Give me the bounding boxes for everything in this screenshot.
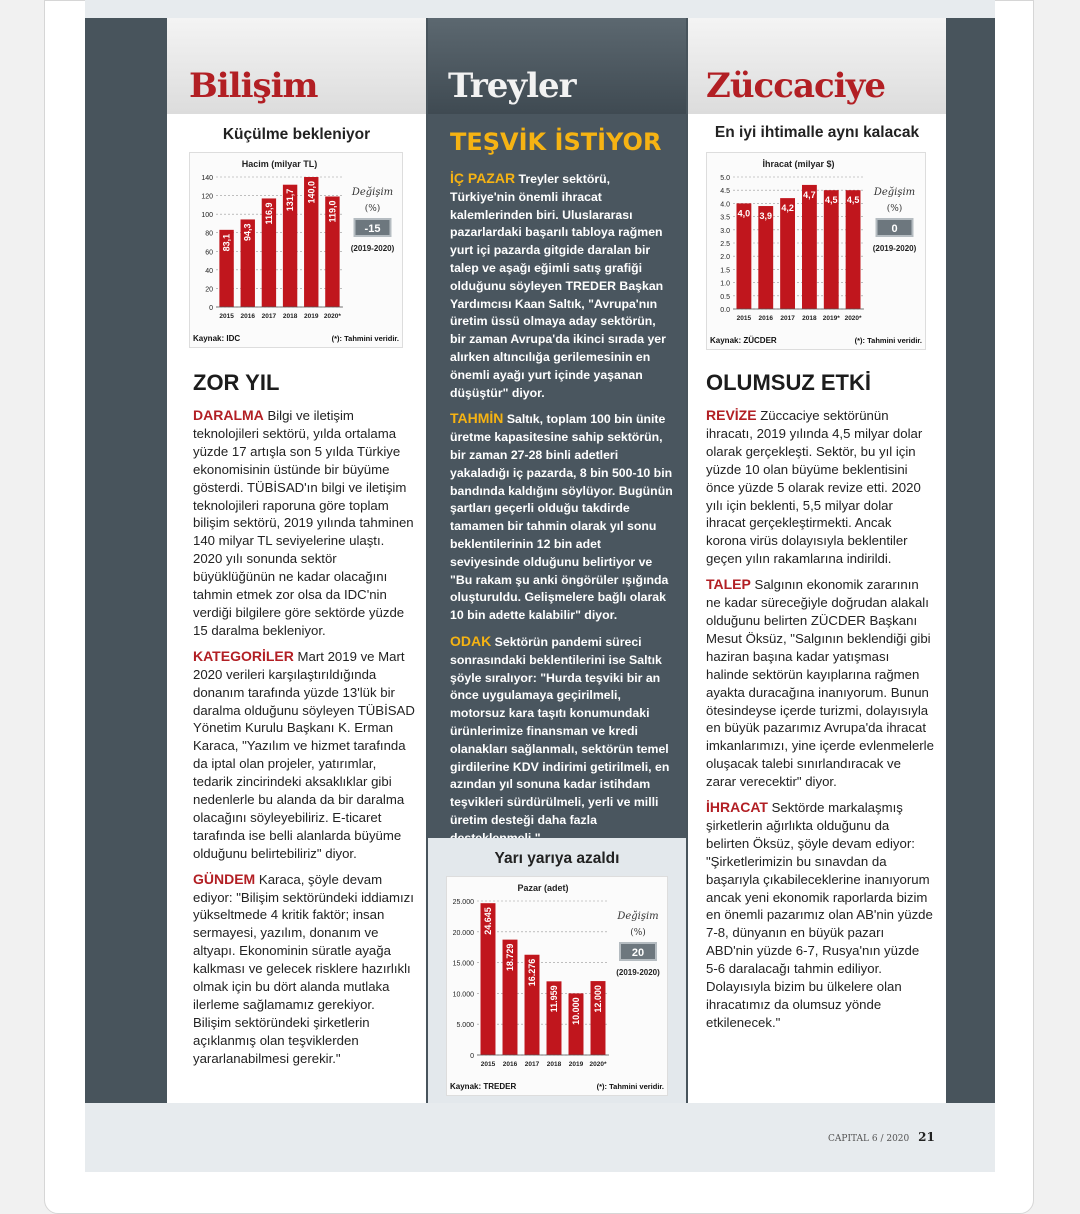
y-tick-label: 15.000 xyxy=(452,960,474,968)
y-tick-label: 20 xyxy=(205,286,213,294)
data-label: 3,9 xyxy=(759,211,773,222)
data-label: 116,9 xyxy=(263,202,274,225)
data-label: 83,1 xyxy=(221,233,232,252)
y-tick-label: 4.5 xyxy=(720,188,730,196)
bar xyxy=(824,190,839,309)
y-tick-label: 5.000 xyxy=(456,1022,474,1030)
change-unit: (%) xyxy=(630,928,646,938)
run-in-head: REVİZE xyxy=(706,407,757,423)
run-in-head: GÜNDEM xyxy=(193,870,256,887)
y-tick-label: 1.5 xyxy=(720,267,730,275)
chart-svg xyxy=(447,877,667,1095)
paragraph xyxy=(193,407,415,640)
bar-chart-hacim xyxy=(189,152,403,348)
chart-source: Kaynak: TREDER xyxy=(450,1082,517,1091)
paragraph-text: Mart 2019 ve Mart 2020 verileri karşılaştırıldığında donanım tarafında yüzde 13'lük bir daralma olduğunu söyleyen TÜBİSAD Yönetim Kurulu Başkanı K. Erman Karaca, "Yazılım ve hizmet tarafında da iptal olan projeler, yatırımlar, tedarik zincirindeki aksaklıklar gibi nedenlerle bu alanda da bir daralma olacağını söyleyebiliriz. E-ticaret tarafında ise belli alanlarda büyüme olduğunu belirtebiliriz" diyor. xyxy=(193,648,415,861)
y-tick-label: 10.000 xyxy=(452,991,474,999)
article-body xyxy=(706,407,934,1032)
data-label: 94,3 xyxy=(242,223,253,241)
paragraph xyxy=(706,799,934,1032)
change-label: Değişim xyxy=(617,911,659,922)
chart-title: Küçülme bekleniyor xyxy=(222,126,371,143)
paragraph xyxy=(706,576,934,791)
top-strip xyxy=(85,0,995,18)
bar xyxy=(780,198,795,309)
y-tick-label: 0.0 xyxy=(720,307,730,314)
change-value: -15 xyxy=(364,223,381,235)
chart-svg xyxy=(707,153,925,349)
x-tick-label: 2020* xyxy=(323,313,341,320)
section-title: Treyler xyxy=(448,66,576,106)
run-in-head: İÇ PAZAR xyxy=(450,170,516,186)
y-tick-label: 5.0 xyxy=(720,175,730,182)
chart-source: Kaynak: ZÜCDER xyxy=(710,336,777,345)
data-label: 18.729 xyxy=(505,943,515,972)
run-in-head: TAHMİN xyxy=(450,410,504,427)
data-label: 11.959 xyxy=(549,985,559,1013)
data-label: 24.645 xyxy=(483,907,493,935)
subhead: ZOR YIL xyxy=(193,370,280,395)
bar xyxy=(802,185,817,309)
article-body xyxy=(450,170,674,847)
subhead: TEŞVİK İSTİYOR xyxy=(450,128,662,156)
x-tick-label: 2019 xyxy=(304,313,319,320)
y-tick-label: 25.000 xyxy=(452,899,474,906)
run-in-head: İHRACAT xyxy=(706,799,768,816)
bar-chart-ihracat xyxy=(706,152,926,350)
change-unit: (%) xyxy=(886,204,903,214)
magazine-name: CAPITAL xyxy=(828,1134,869,1144)
x-tick-label: 2016 xyxy=(502,1061,518,1068)
data-label: 119,0 xyxy=(327,200,338,223)
x-tick-label: 2020* xyxy=(844,315,862,322)
series-label: İhracat (milyar $) xyxy=(762,159,835,169)
x-tick-label: 2020* xyxy=(589,1061,607,1068)
paragraph xyxy=(193,871,415,1068)
change-label: Değişim xyxy=(351,187,394,198)
chart-source: Kaynak: IDC xyxy=(193,334,241,343)
paragraph-text: Sektörde markalaşmış şirketlerin ağırlıkta olduğunu da belirten Öksüz, şöyle devam ediyor: "Şirketlerimizin bu sınavdan da başarıyla çıkabileceklerine inanıyorum ancak yeni ekonomik raporlarda bizim en önemli pazarımız olan AB'nin yüzde 7-8, dünyanın en büyük pazarı ABD'nin yüzde 6-7, Rusya'nın yüzde 5-6 daralacağı tahmin ediliyor. Dolayısıyla bizim bu ülkelere olan ihracatımız da olumsuz yönde etkilenecek." xyxy=(706,800,933,1030)
y-tick-label: 2.5 xyxy=(720,241,730,248)
chart-title: En iyi ihtimalle aynı kalacak xyxy=(714,124,920,141)
chart-box xyxy=(428,838,686,1103)
data-label: 131,7 xyxy=(285,188,296,212)
x-tick-label: 2017 xyxy=(261,313,277,320)
data-label: 4,7 xyxy=(803,189,816,200)
chart-footnote: (*): Tahmini veridir. xyxy=(331,334,399,343)
y-tick-label: 3.5 xyxy=(720,214,730,222)
chart-box xyxy=(688,114,946,354)
subhead: OLUMSUZ ETKİ xyxy=(706,370,871,395)
paragraph-text: Züccaciye sektörünün ihracatı, 2019 yılında 4,5 milyar dolar olarak gerçekleşti. Sektör, bu yıl için yüzde 10 olan büyüme beklentisini önce yüzde 5 olarak revize etti. 2020 yılı için beklenti, 5,5 milyar dolar ihracat gerçekleştirmekti. Ancak korona virüs dolayısıyla beklentiler geçen yılın rakamlarına indirildi. xyxy=(706,408,923,567)
y-tick-label: 60 xyxy=(205,249,213,257)
change-period: (2019-2020) xyxy=(616,968,660,977)
data-label: 12.000 xyxy=(593,985,603,1013)
chart-title: Yarı yarıya azaldı xyxy=(494,850,620,867)
bar xyxy=(846,190,861,309)
x-tick-label: 2019* xyxy=(822,315,840,322)
bar xyxy=(758,206,773,309)
run-in-head: ODAK xyxy=(450,632,492,649)
change-value: 0 xyxy=(891,223,898,235)
x-tick-label: 2017 xyxy=(780,315,795,322)
y-tick-label: 80 xyxy=(205,230,213,238)
x-tick-label: 2019 xyxy=(568,1061,584,1068)
y-tick-label: 3.0 xyxy=(720,227,730,235)
paragraph xyxy=(450,410,674,625)
chart-footnote: (*): Tahmini veridir. xyxy=(596,1082,664,1091)
paragraph-text: Saltık, toplam 100 bin ünite üretme kapasitesine sahip sektörün, bir zaman 27-28 binli adetleri yakaladığı iç pazarda, 8 bin 500-10 bin bandında kaldığını söylüyor. Bugünün şartları geçerli olduğu takdirde tamamen bir tahmin olarak yıl sonu beklentilerinin 12 bin adet seviyesinde olduğunu belirtiyor ve "Bu rakam şu anki öngörüler ışığında oluşturuldu. Gelişmelere bağlı olarak 10 bin adette kalabilir" diyor. xyxy=(450,412,673,623)
paragraph xyxy=(450,170,674,402)
column-header xyxy=(167,18,426,114)
data-label: 4,2 xyxy=(781,203,794,214)
change-unit: (%) xyxy=(364,204,381,214)
change-period: (2019-2020) xyxy=(872,244,917,253)
x-tick-label: 2017 xyxy=(524,1061,540,1068)
y-tick-label: 1.0 xyxy=(720,280,730,288)
y-tick-label: 140 xyxy=(201,175,213,182)
x-tick-label: 2016 xyxy=(758,315,773,322)
run-in-head: TALEP xyxy=(706,576,751,593)
data-label: 140,0 xyxy=(306,181,317,204)
y-tick-label: 0.5 xyxy=(720,293,730,301)
data-label: 4,5 xyxy=(846,195,860,206)
data-label: 4,5 xyxy=(824,195,838,206)
paragraph-text: Sektörün pandemi süreci sonrasındaki beklentilerini ise Saltık şöyle sıralıyor: "Hurda teşviki bir an önce uygulamaya geçirilmeli, motorsuz kara taşıtı konumundaki ürünlerimize finansman ve kredi olanakları sağlanmalı, sektörün temel girdilerine KDV indirimi getirilmeli, en azından yıl sonuna kadar istihdam teşvikleri sürdürülmeli, yerli ve milli üretim desteği daha fazla xyxy=(450,634,670,827)
paragraph xyxy=(706,407,934,568)
paragraph-text: Treyler sektörü, Türkiye'nin önemli ihracat kalemlerinden biri. Uluslararası pazarlardaki başarılı tabloya rağmen yurt içi pazarda gitgide daralan bir talep ve aşağı eğimli satış grafiği olduğunu söyleyen TREDER Başkan Yardımcısı Kaan Saltık, "Avrupa'nın üretim üssü olmaya aday sektörün, bir zaman Avrupa'da ikinci sırada yer alırken altıncılığa gerilemesinin en önemli ayağı yurt içinde yaşanan düşüştür" diyor. xyxy=(450,172,666,400)
bar xyxy=(736,203,751,309)
change-label: Değişim xyxy=(873,187,916,198)
y-tick-label: 2.0 xyxy=(720,254,730,262)
x-tick-label: 2018 xyxy=(546,1061,562,1068)
column-zuccaciye xyxy=(688,18,946,1103)
article-body xyxy=(193,407,415,1068)
y-tick-label: 0 xyxy=(470,1053,474,1060)
chart-svg xyxy=(190,153,402,347)
chart-footnote: (*): Tahmini veridir. xyxy=(854,336,922,345)
column-treyler xyxy=(428,18,686,1103)
x-tick-label: 2015 xyxy=(736,315,752,322)
paragraph xyxy=(450,633,674,848)
y-tick-label: 120 xyxy=(201,193,213,201)
x-tick-label: 2018 xyxy=(802,315,817,322)
run-in-head: DARALMA xyxy=(193,407,264,423)
y-tick-label: 20.000 xyxy=(452,929,474,937)
y-tick-label: 4.0 xyxy=(720,201,730,209)
change-value: 20 xyxy=(631,947,645,959)
section-title: Züccaciye xyxy=(706,66,885,106)
y-tick-label: 0 xyxy=(209,305,213,312)
page-footer xyxy=(828,1130,935,1144)
data-label: 4,0 xyxy=(737,208,751,219)
series-label: Pazar (adet) xyxy=(517,883,569,893)
series-label: Hacim (milyar TL) xyxy=(241,159,318,169)
paragraph-text: Bilgi ve iletişim teknolojileri sektörü, yılda ortalama yüzde 17 artışla son 5 yılda Türkiye ekonomisinin üstünde bir büyüme gösterdi. TÜBİSAD'ın bilgi ve iletişim teknolojileri raporuna göre toplam bilişim sektörü, 2019 yılında tahminen 140 milyar TL seviyelerine ulaştı. 2020 yılı sonunda sektör büyüklüğünün ne kadar olacağını tahmin etmek zor olsa da IDC'nin verdiği bilgilere göre sektörde yüzde 15 daralma bekleniyor. xyxy=(193,408,414,638)
page-number: 21 xyxy=(918,1130,935,1144)
run-in-head: KATEGORİLER xyxy=(193,647,294,664)
y-tick-label: 100 xyxy=(201,212,213,220)
x-tick-label: 2018 xyxy=(282,313,298,320)
change-period: (2019-2020) xyxy=(350,244,395,253)
paragraph-text: Karaca, şöyle devam ediyor: "Bilişim sektöründeki iddiamızı yükseltmede 4 kritik faktör; insan sermayesi, yazılım, donanım ve altyapı. Ekonominin süratle ayağa kalkması ve gelecek risklere hazırlıklı olmak için bu dört alanda mutlaka ilerleme sağlamamız gerekiyor. Bilişim sektöründeki şirketlerin açıklanmış olan teşviklerden yararlanabilmesi gerekir." xyxy=(193,871,414,1066)
y-tick-label: 40 xyxy=(205,267,213,275)
section-title: Bilişim xyxy=(189,66,318,106)
x-tick-label: 2016 xyxy=(240,313,255,320)
paragraph-text: Salgının ekonomik zararının ne kadar süreceğiyle doğrudan alakalı olduğunu belirten ZÜCDER Başkanı Mesut Öksüz, "Salgının beklendiği gibi haziran başına kadar yatışması halinde sektörün kayıplarına rağmen ayakta duracağına inanıyorum. Bunun ötesindeyse içerde turizmi, dolayısıyla en büyük pazarımız Avrupa'da ihracat imkanlarımızı, yine içerde evlenmelerle oluşacak talebi sınırlandıracak ve zarar verecektir" diyor. xyxy=(706,577,934,790)
data-label: 10.000 xyxy=(571,997,581,1025)
column-bilisim xyxy=(167,18,426,1103)
column-header xyxy=(688,18,946,114)
issue-number: 6 / 2020 xyxy=(871,1134,910,1144)
x-tick-label: 2015 xyxy=(480,1061,496,1068)
chart-box xyxy=(167,114,426,354)
column-header xyxy=(428,18,686,114)
paragraph xyxy=(193,648,415,863)
bar-chart-pazar xyxy=(446,876,668,1096)
data-label: 16.276 xyxy=(527,958,537,987)
x-tick-label: 2015 xyxy=(219,313,234,320)
